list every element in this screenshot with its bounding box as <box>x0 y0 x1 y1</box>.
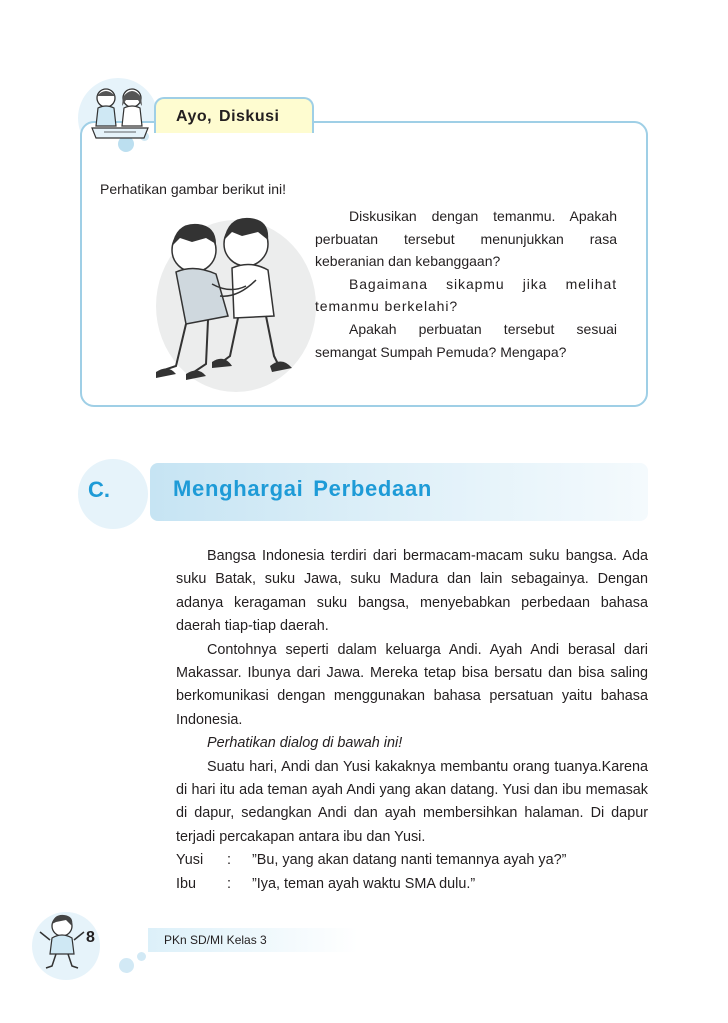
discussion-question: Apakah perbuatan tersebut sesuai semangat Sumpah Pemuda? Mengapa? <box>315 320 617 360</box>
discussion-question: Diskusikan dengan temanmu. Apakah perbuatan tersebut menunjukkan rasa keberanian dan kebanggaan? <box>315 208 617 270</box>
dialog-text: ”Iya, teman ayah waktu SMA dulu.” <box>252 875 476 892</box>
child-mascot-illustration <box>36 910 92 972</box>
discussion-intro: Perhatikan gambar berikut ini! <box>100 181 286 197</box>
decorative-dot <box>119 958 134 973</box>
dialog-colon: : <box>227 875 231 892</box>
discussion-questions <box>315 205 617 363</box>
discussion-tab-label: Ayo, Diskusi <box>154 97 314 133</box>
dialog-text: ”Bu, yang akan datang nanti temannya ayah ya?” <box>252 852 567 869</box>
decorative-dot <box>137 952 146 961</box>
section-letter: C. <box>88 477 110 502</box>
dialog-line <box>176 873 648 896</box>
book-title: PKn SD/MI Kelas 3 <box>164 933 267 947</box>
fighting-boys-illustration <box>146 206 316 402</box>
section-title: Menghargai Perbedaan <box>173 476 433 501</box>
paragraph: Suatu hari, Andi dan Yusi kakaknya membantu orang tuanya.Karena di hari itu ada teman ayah Andi yang akan datang. Yusi dan ibu memasak di dapur, sedangkan Andi dan ayah membersihkan halaman. Di dapur terjadi percakapan antara ibu dan Yusi. <box>176 758 648 845</box>
paragraph-instruction: Perhatikan dialog di bawah ini! <box>207 735 403 752</box>
paragraph: Contohnya seperti dalam keluarga Andi. Ayah Andi berasal dari Makassar. Ibunya dari Jawa. Mereka tetap bisa bersatu dan bisa saling berkomunikasi dengan menggunakan bahasa persatuan yaitu bahasa Indonesia. <box>176 641 648 728</box>
dialog-speaker: Yusi <box>176 852 204 869</box>
paragraph: Bangsa Indonesia terdiri dari bermacam-macam suku bangsa. Ada suku Batak, suku Jawa, suku Madura dan lain sebagainya. Dengan adanya keragaman suku bangsa, menyebabkan perbedaan bahasa daerah tiap-tiap daerah. <box>176 548 648 635</box>
dialog-speaker: Ibu <box>176 875 197 892</box>
discussion-question: Bagaimana sikapmu jika melihat temanmu berkelahi? <box>315 275 617 315</box>
dialog-colon: : <box>227 852 231 869</box>
page-number: 8 <box>86 929 95 946</box>
dialog-line <box>176 849 648 872</box>
body-text <box>176 545 648 896</box>
discussing-kids-illustration <box>86 84 154 142</box>
